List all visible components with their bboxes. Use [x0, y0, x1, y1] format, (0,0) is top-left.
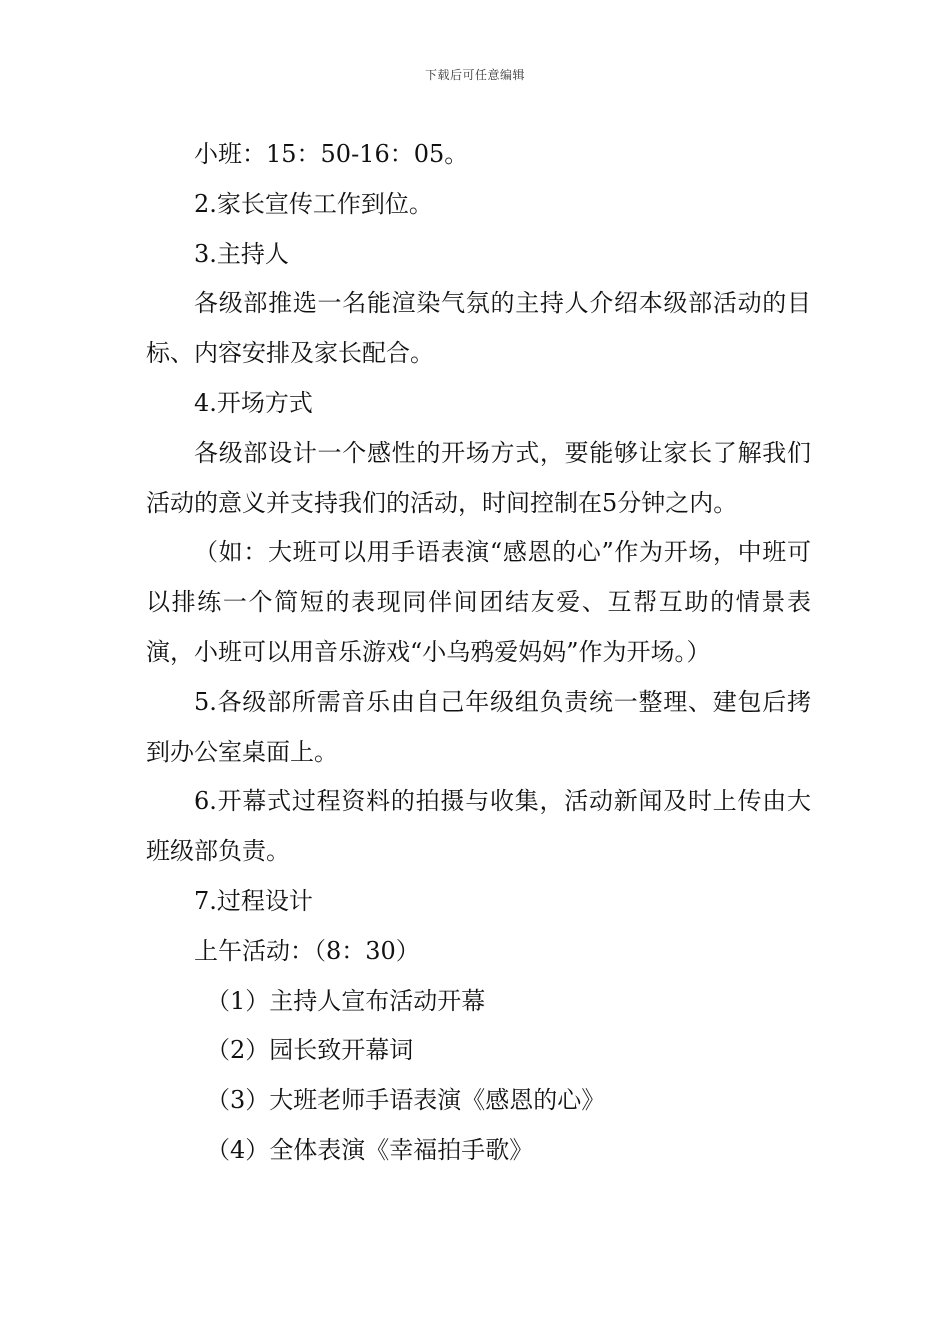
paragraph-item-2: 2.家长宣传工作到位。: [194, 189, 433, 218]
paragraph-step-4: （4）全体表演《幸福拍手歌》: [206, 1135, 534, 1164]
paragraph-opening-examples: （如：大班可以用手语表演“感恩的心”作为开场，中班可以排练一个简短的表现同伴间团结友爱、互帮互助的情景表演，小班可以用音乐游戏“小乌鸦爱妈妈”作为开场。）: [146, 538, 811, 666]
page-header-note: 下载后可任意编辑: [424, 68, 525, 82]
paragraph-item-4-heading: 4.开场方式: [194, 388, 313, 417]
paragraph-morning-activity: 上午活动：（8：30）: [194, 936, 420, 965]
paragraph-opening-description: 各级部设计一个感性的开场方式，要能够让家长了解我们活动的意义并支持我们的活动，时间控制在5分钟之内。: [146, 438, 811, 517]
paragraph-item-7-heading: 7.过程设计: [194, 886, 313, 915]
paragraph-step-1: （1）主持人宣布活动开幕: [206, 986, 486, 1015]
paragraph-host-description: 各级部推选一名能渲染气氛的主持人介绍本级部活动的目标、内容安排及家长配合。: [146, 289, 811, 368]
paragraph-item-6: 6.开幕式过程资料的拍摄与收集，活动新闻及时上传由大班级部负责。: [146, 787, 811, 866]
paragraph-step-2: （2）园长致开幕词: [206, 1036, 414, 1065]
paragraph-schedule-small-class: 小班：15：50-16：05。: [194, 140, 469, 168]
paragraph-step-3: （3）大班老师手语表演《感恩的心》: [206, 1086, 606, 1115]
document-body: [146, 130, 811, 1176]
paragraph-item-5: 5.各级部所需音乐由自己年级组负责统一整理、建包后拷到办公室桌面上。: [146, 687, 811, 766]
paragraph-item-3-heading: 3.主持人: [194, 239, 289, 268]
